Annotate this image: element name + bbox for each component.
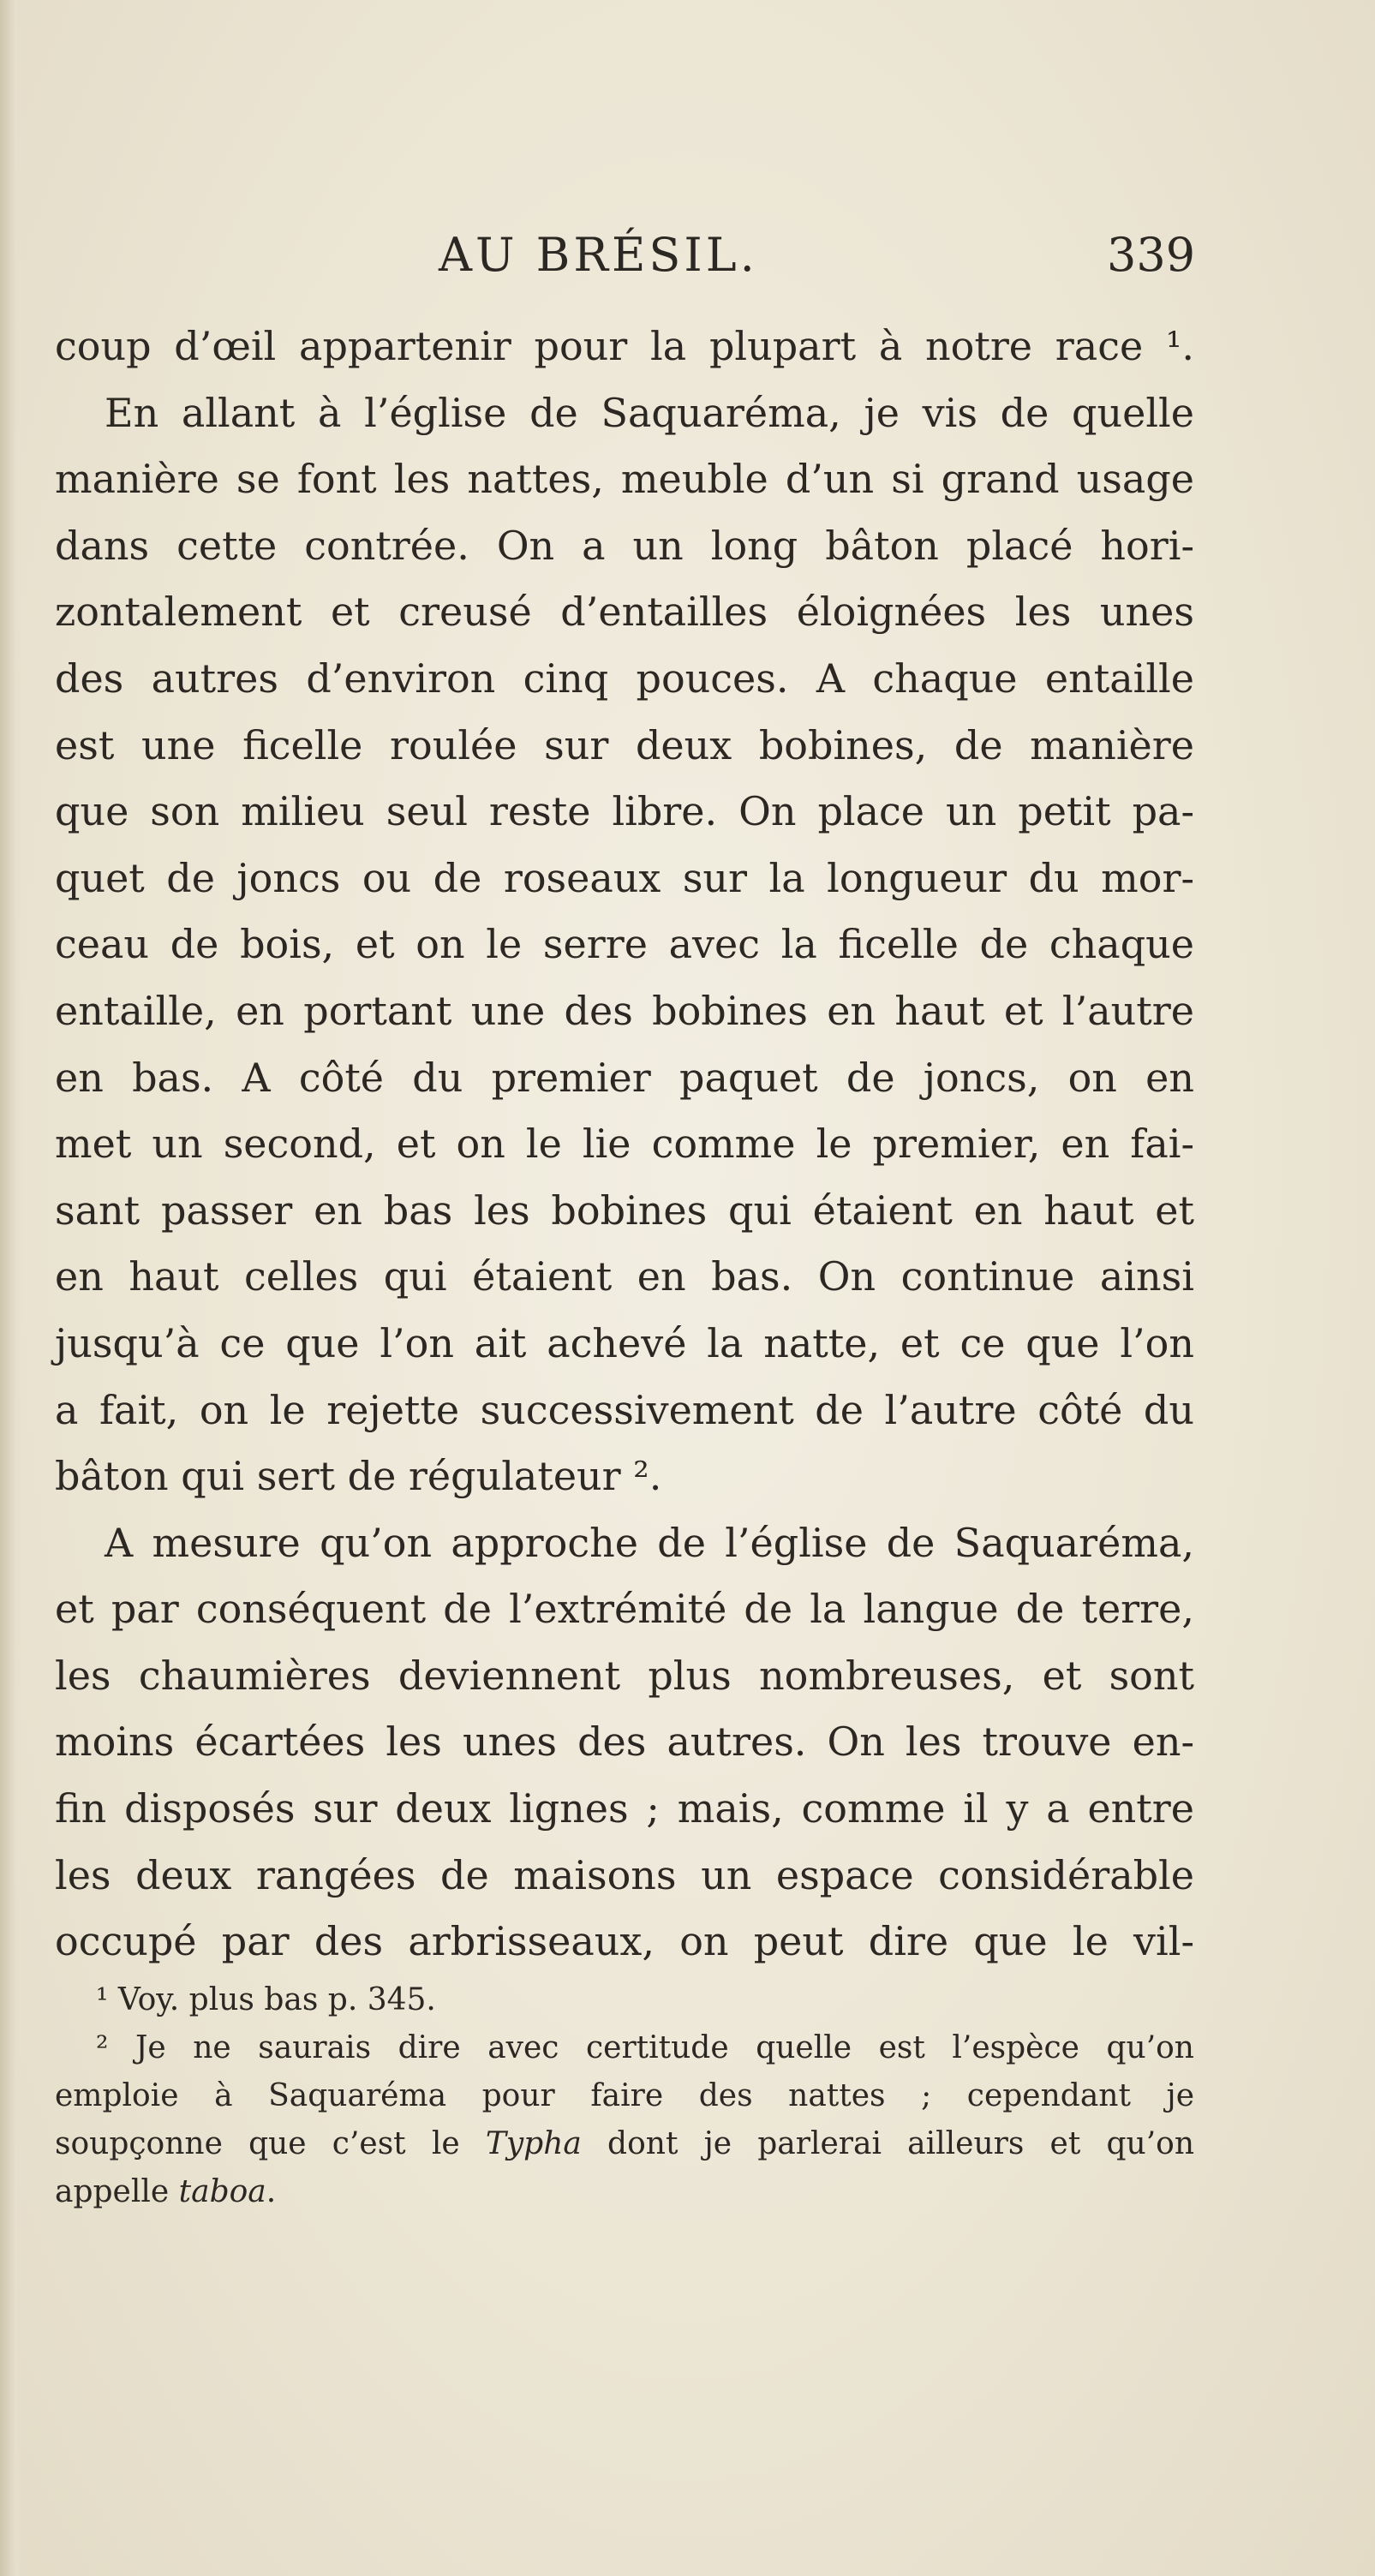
footnote-text: dont je parlerai ailleurs et qu’on [581, 2126, 1195, 2161]
text-line: A mesure qu’on approche de l’église de Saquaréma, [105, 1519, 1194, 1566]
page-number: 339 [1107, 228, 1196, 282]
footnote-2-line: emploie à Saquaréma pour faire des nattes ; cependant je [55, 2078, 1194, 2113]
text-line: En allant à l’église de Saquaréma, je vis de quelle [105, 389, 1194, 436]
body-text [55, 314, 1194, 1975]
text-line: et par conséquent de l’extrémité de la langue de terre, [55, 1586, 1194, 1633]
footnote-italic-term: Typha [485, 2126, 582, 2161]
footnote-1: ¹ Voy. plus bas p. 345. [96, 1982, 436, 2017]
page-gutter-shadow [0, 0, 22, 2576]
text-line: manière se font les nattes, meuble d’un si grand usage [55, 456, 1194, 503]
text-line: des autres d’environ cinq pouces. A chaque entaille [55, 654, 1194, 702]
text-line: les deux rangées de maisons un espace considérable [55, 1851, 1194, 1898]
text-line: coup d’œil appartenir pour la plupart à notre race ¹. [55, 323, 1194, 369]
text-line: est une ficelle roulée sur deux bobines, de manière [55, 721, 1194, 768]
footnotes [55, 1976, 1194, 2216]
footnote-2-line [55, 2168, 1194, 2216]
text-line: en haut celles qui étaient en bas. On continue ainsi [55, 1253, 1194, 1300]
text-line: fin disposés sur deux lignes ; mais, comme il y a entre [55, 1785, 1194, 1832]
text-line: occupé par des arbrisseaux, on peut dire que le vil- [55, 1918, 1194, 1965]
text-line: a fait, on le rejette successivement de l’autre côté du [55, 1386, 1194, 1433]
text-line: jusqu’à ce que l’on ait achevé la natte, et ce que l’on [55, 1319, 1194, 1366]
footnote-2-line [55, 2120, 1194, 2168]
footnote-text: appelle [55, 2174, 179, 2209]
text-line: entaille, en portant une des bobines en haut et l’autre [55, 987, 1194, 1034]
text-line: en bas. A côté du premier paquet de joncs, on en [55, 1054, 1194, 1101]
footnote-italic-term: taboa [178, 2174, 266, 2209]
text-line: zontalement et creusé d’entailles éloignées les unes [55, 589, 1194, 636]
text-line: ceau de bois, et on le serre avec la ficelle de chaque [55, 921, 1194, 968]
text-line: les chaumières deviennent plus nombreuses, et sont [55, 1652, 1194, 1699]
footnote-text: soupçonne que c’est le [55, 2126, 486, 2161]
text-line: moins écartées les unes des autres. On les trouve en- [55, 1718, 1194, 1766]
text-line: dans cette contrée. On a un long bâton placé hori- [55, 522, 1194, 569]
footnote-text: . [266, 2174, 277, 2209]
text-line: met un second, et on le lie comme le premier, en fai- [55, 1121, 1194, 1168]
text-line: bâton qui sert de régulateur ². [55, 1453, 662, 1500]
page-header [0, 228, 1375, 296]
footnote-2-line: ² Je ne saurais dire avec certitude quelle est l’espèce qu’on [96, 2030, 1194, 2065]
text-line: que son milieu seul reste libre. On place un petit pa- [55, 788, 1194, 835]
text-line: quet de joncs ou de roseaux sur la longueur du mor- [55, 854, 1194, 901]
running-title: AU BRÉSIL. [439, 228, 758, 282]
text-line: sant passer en bas les bobines qui étaient en haut et [55, 1186, 1194, 1234]
